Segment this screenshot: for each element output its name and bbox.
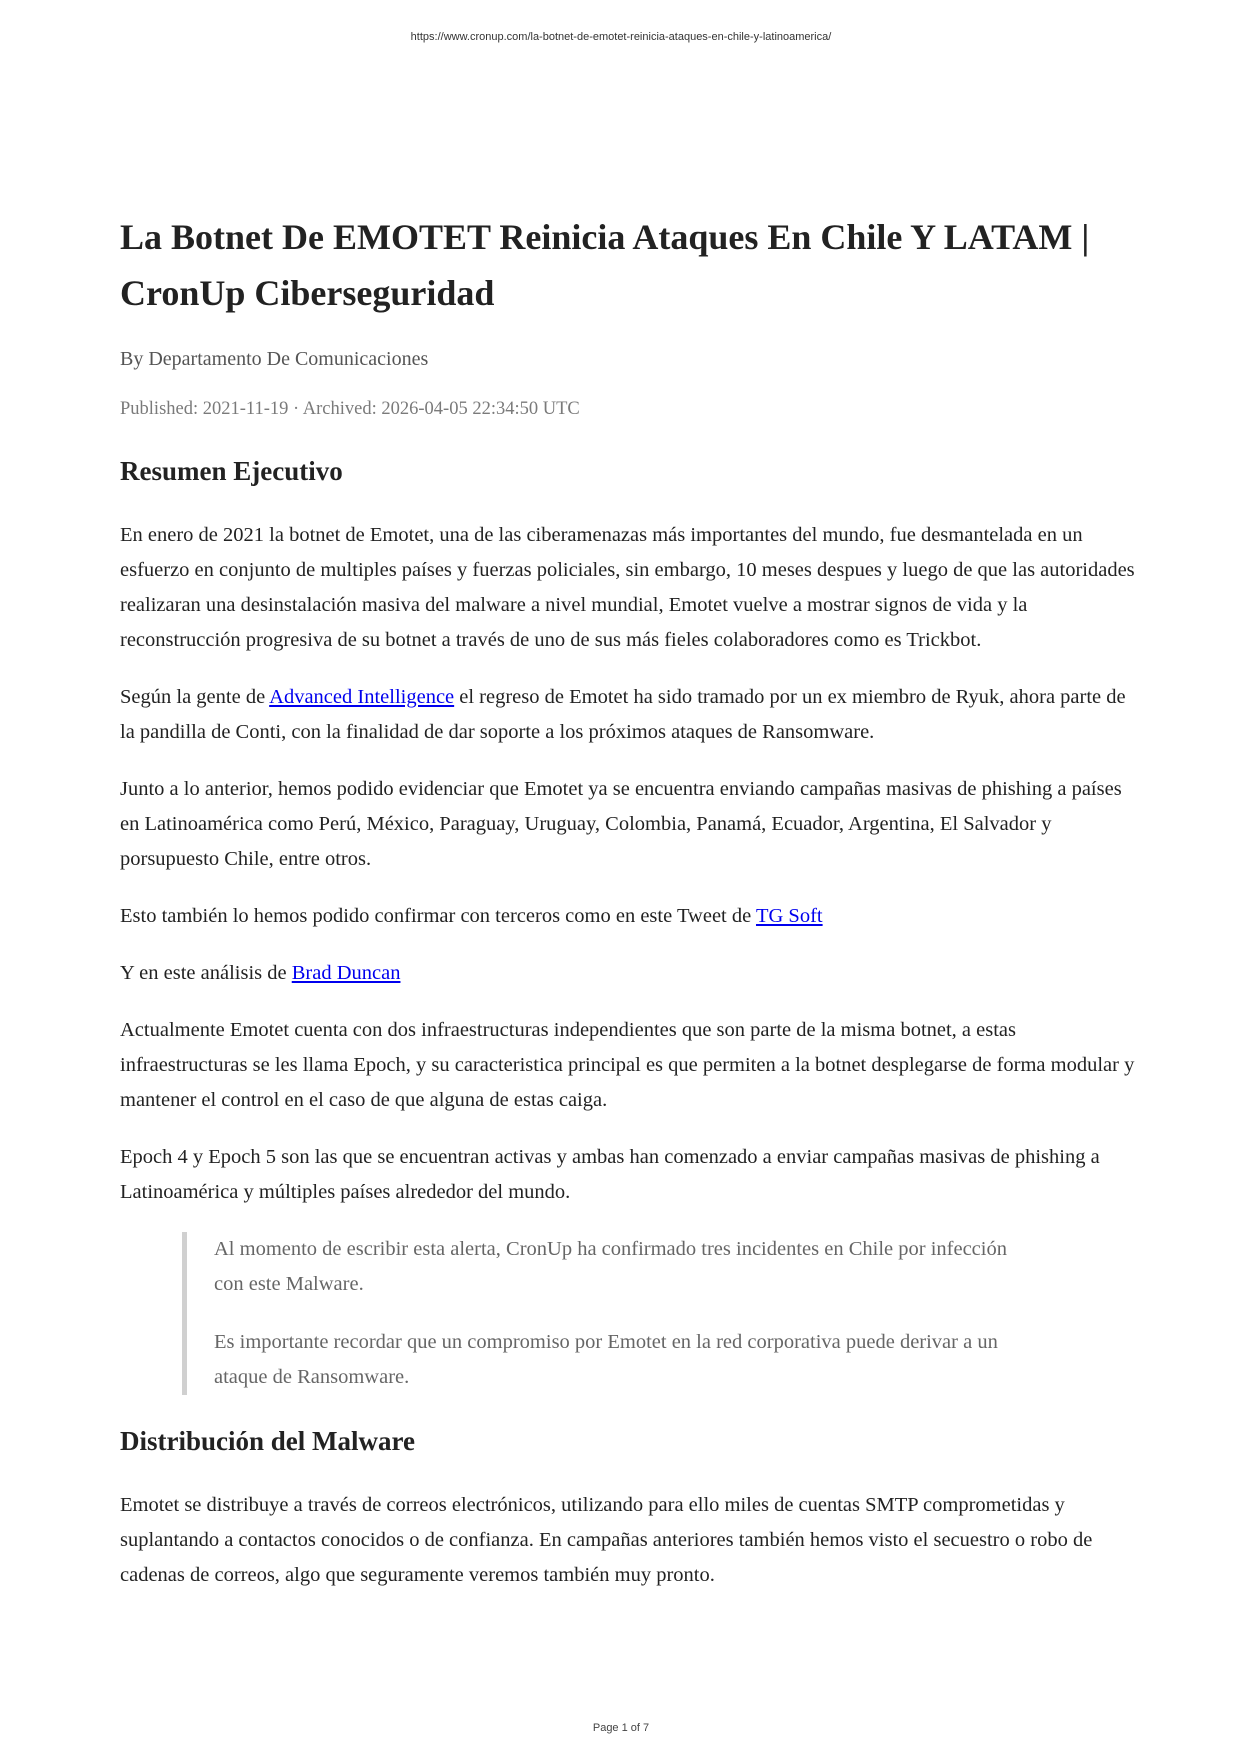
paragraph	[120, 956, 1138, 991]
article	[120, 209, 1138, 1593]
advanced-intelligence-link[interactable]: Advanced Intelligence	[269, 686, 455, 708]
text: Esto también lo hemos podido confirmar con terceros como en este Tweet de	[120, 905, 756, 927]
publish-info: Published: 2021-11-19 · Archived: 2026-04-05 22:34:50 UTC	[120, 399, 580, 419]
brad-duncan-link[interactable]: Brad Duncan	[291, 962, 401, 984]
text: Según la gente de	[120, 686, 270, 708]
byline: By Departamento De Comunicaciones	[120, 348, 429, 370]
quote-paragraph: Es importante recordar que un compromiso por Emotet en la red corporativa puede derivar a un ataque de Ransomware.	[214, 1331, 998, 1388]
paragraph	[120, 680, 1138, 750]
paragraph	[120, 899, 1138, 934]
paragraph: En enero de 2021 la botnet de Emotet, una de las ciberamenazas más importantes del mundo, fue desmantelada en un esfuerzo en conjunto de multiples países y fuerzas policiales, sin embargo, 10 meses despues y luego de que las autoridades realizaran una desinstalación masiva del malware a nivel mundial, Emotet vuelve a mostrar signos de vida y la reconstrucción progresiva de su botnet a través de uno de sus más fieles colaboradores como es Trickbot.	[120, 524, 1135, 651]
paragraph: Emotet se distribuye a través de correos electrónicos, utilizando para ello miles de cuentas SMTP comprometidas y suplantando a contactos conocidos o de confianza. En campañas anteriores también hemos visto el secuestro o robo de cadenas de correos, algo que seguramente veremos también muy pronto.	[120, 1494, 1093, 1586]
paragraph: Junto a lo anterior, hemos podido evidenciar que Emotet ya se encuentra enviando campañas masivas de phishing a países en Latinoamérica como Perú, México, Paraguay, Uruguay, Colombia, Panamá, Ecuador, Argentina, El Salvador y porsupuesto Chile, entre otros.	[120, 778, 1122, 870]
tg-soft-link[interactable]: TG Soft	[755, 905, 823, 927]
quote-paragraph: Al momento de escribir esta alerta, CronUp ha confirmado tres incidentes en Chile por infección con este Malware.	[214, 1238, 1007, 1295]
page-url: https://www.cronup.com/la-botnet-de-emotet-reinicia-ataques-en-chile-y-latinoamerica/	[410, 31, 832, 43]
section-heading-distribucion: Distribución del Malware	[120, 1426, 415, 1456]
section-heading-resumen: Resumen Ejecutivo	[120, 456, 343, 486]
page-number: Page 1 of 7	[592, 1722, 650, 1734]
text: el regreso de Emotet ha sido tramado por un ex miembro de Ryuk, ahora parte de la pandilla de Conti, con la finalidad de dar soporte a los próximos ataques de Ransomware.	[120, 686, 1126, 743]
paragraph: Epoch 4 y Epoch 5 son las que se encuentran activas y ambas han comenzado a enviar campañas masivas de phishing a Latinoamérica y múltiples países alrededor del mundo.	[120, 1146, 1100, 1203]
text: Y en este análisis de	[120, 962, 292, 984]
blockquote	[182, 1232, 1014, 1395]
article-title: La Botnet De EMOTET Reinicia Ataques En Chile Y LATAM | CronUp Ciberseguridad	[120, 217, 1090, 313]
paragraph: Actualmente Emotet cuenta con dos infraestructuras independientes que son parte de la misma botnet, a estas infraestructuras se les llama Epoch, y su caracteristica principal es que permiten a la botnet desplegarse de forma modular y mantener el control en el caso de que alguna de estas caiga.	[120, 1019, 1135, 1111]
